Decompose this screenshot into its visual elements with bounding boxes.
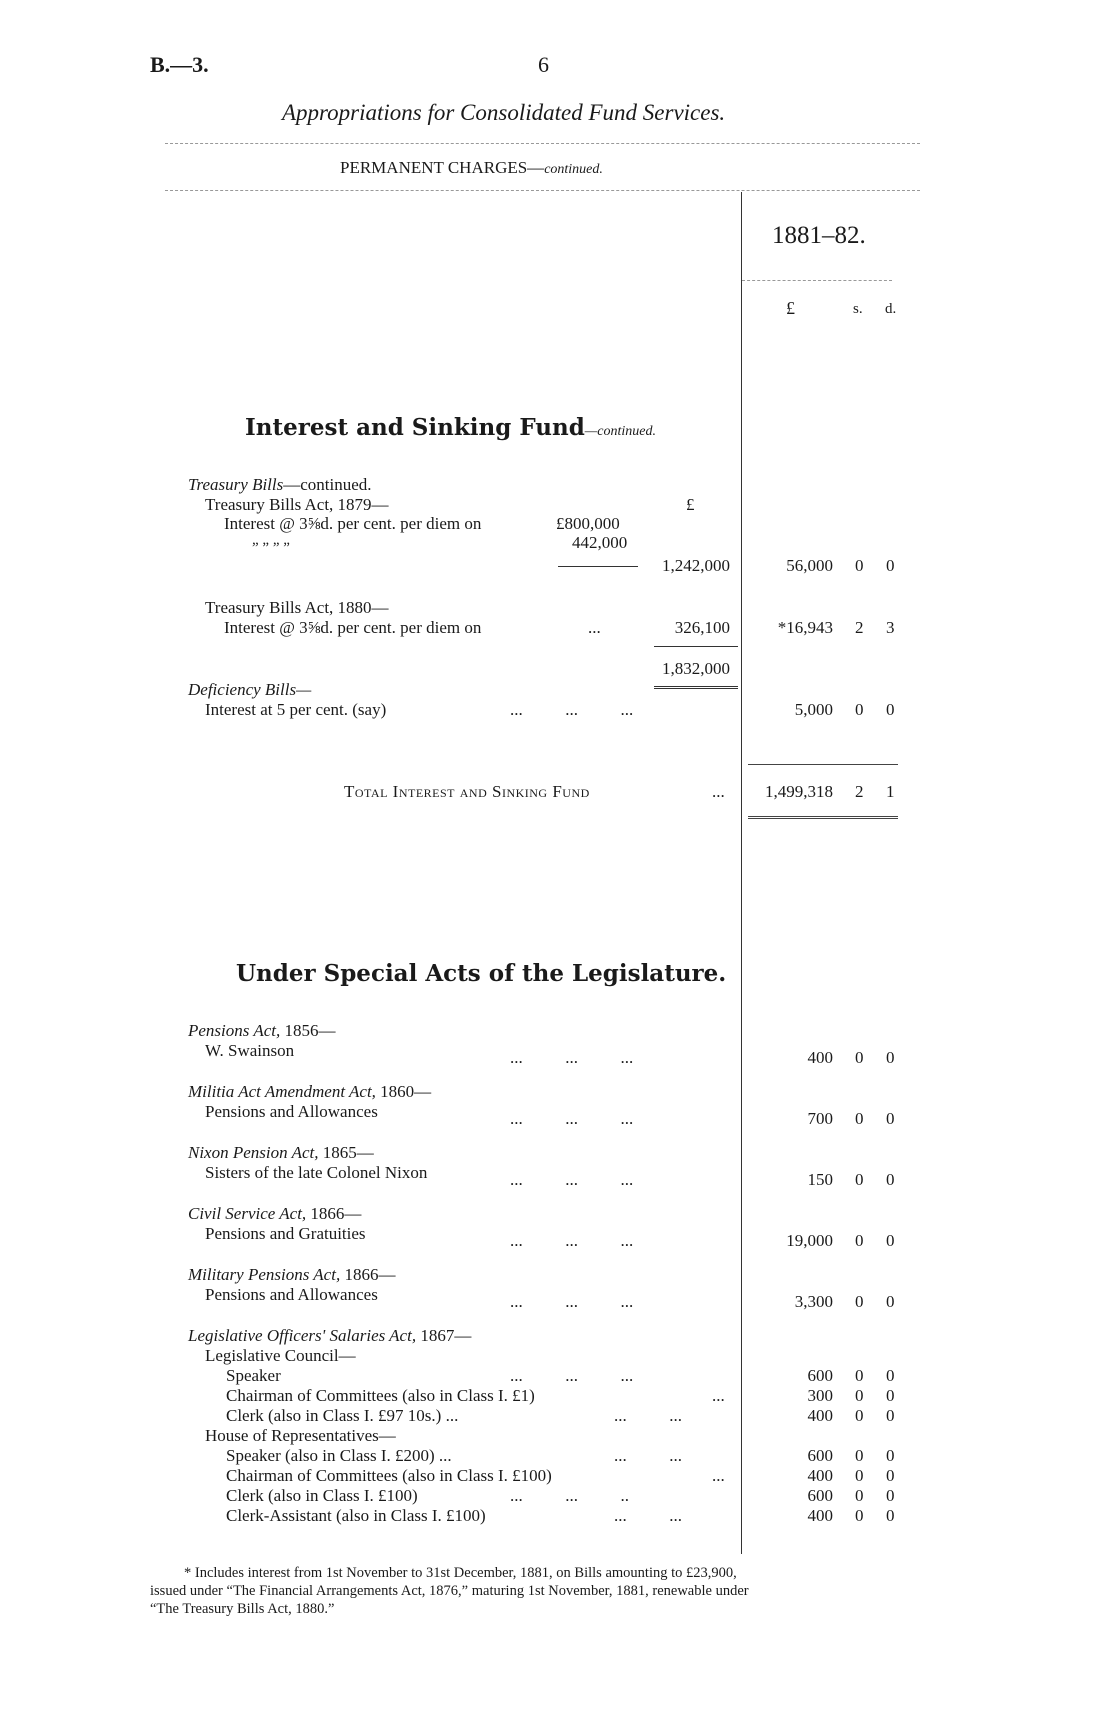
pound-sign-subcolumn: £ <box>686 495 695 514</box>
amount-pence: 0 <box>886 1446 895 1465</box>
interest-1880-amount: 326,100 <box>674 618 730 637</box>
leader-dots: ... ... ... <box>510 1366 634 1385</box>
total-interest-label: Total Interest and Sinking Fund <box>344 782 590 801</box>
tb-act-1880: Treasury Bills Act, 1880— <box>205 598 389 617</box>
interest-1879-total: 1,242,000 <box>662 556 730 575</box>
amount-shillings: 0 <box>855 1231 864 1250</box>
deficiency-bills-italic: Deficiency Bills <box>188 680 297 699</box>
leader-dots: ... ... ... <box>510 1109 634 1128</box>
amount-pounds: 3,300 <box>794 1292 833 1311</box>
act-name: Pensions Act, <box>188 1021 281 1040</box>
act-year: 1865— <box>318 1143 374 1162</box>
amount-shillings: 0 <box>855 1506 864 1525</box>
total-interest-pounds: 1,499,318 <box>765 782 833 801</box>
interest-1880-label: Interest @ 3⅝d. per cent. per diem on <box>224 618 482 637</box>
footnote-line-3: “The Treasury Bills Act, 1880.” <box>150 1601 335 1617</box>
interest-sum-total: 1,832,000 <box>662 659 730 678</box>
deficiency-shillings: 0 <box>855 700 864 719</box>
act-name: Legislative Officers' Salaries Act, <box>188 1326 417 1345</box>
amount-pounds: 400 <box>807 1506 833 1525</box>
total-interest-dots: ... <box>712 782 725 801</box>
house-of-representatives-heading: House of Representatives— <box>205 1426 396 1445</box>
interest-1879-pence: 0 <box>886 556 895 575</box>
amount-shillings: 0 <box>855 1170 864 1189</box>
deficiency-pounds: 5,000 <box>794 700 833 719</box>
act-title <box>188 1326 471 1346</box>
leader-dots: ... ... <box>614 1406 682 1425</box>
act-description: W. Swainson <box>205 1041 295 1060</box>
footnote-line-2: issued under “The Financial Arrangements Act, 1876,” maturing 1st November, 1881, renewable under <box>150 1583 749 1599</box>
act-year: 1866— <box>340 1265 396 1284</box>
leader-dots: ... <box>712 1386 725 1405</box>
amount-pounds: 400 <box>807 1048 833 1067</box>
act-title <box>188 1204 361 1224</box>
total-interest-pence: 1 <box>886 782 895 801</box>
act-title <box>188 1021 335 1041</box>
amount-shillings: 0 <box>855 1466 864 1485</box>
house-row-label: Speaker (also in Class I. £200) ... <box>226 1446 452 1465</box>
year-column-header: 1881–82. <box>772 222 866 249</box>
act-name: Military Pensions Act, <box>188 1265 341 1284</box>
treasury-bills-continued: —continued. <box>283 475 372 494</box>
council-row-label: Chairman of Committees (also in Class I. £1) <box>226 1386 535 1405</box>
page-number: 6 <box>538 52 549 77</box>
amount-pounds: 600 <box>807 1366 833 1385</box>
act-description: Pensions and Allowances <box>205 1102 378 1121</box>
shilling-column-header: s. <box>853 301 863 317</box>
amount-shillings: 0 <box>855 1446 864 1465</box>
interest-1879-amount-2: 442,000 <box>572 533 628 552</box>
act-title <box>188 1082 431 1102</box>
subtitle-rule <box>165 190 920 191</box>
heading-continued: —continued. <box>584 424 656 439</box>
leader-dots: ... ... ... <box>510 1048 634 1067</box>
act-name: Militia Act Amendment Act, <box>188 1082 376 1101</box>
year-header-rule <box>742 280 892 281</box>
amount-pence: 0 <box>886 1366 895 1385</box>
amount-pence: 0 <box>886 1048 895 1067</box>
subtotal-rule-1879 <box>558 566 638 567</box>
pence-column-header: d. <box>885 301 897 317</box>
council-row-label: Clerk (also in Class I. £97 10s.) ... <box>226 1406 459 1425</box>
page-title: Appropriations for Consolidated Fund Services. <box>282 100 726 125</box>
amount-pence: 0 <box>886 1386 895 1405</box>
amount-pence: 0 <box>886 1231 895 1250</box>
amount-pounds: 600 <box>807 1446 833 1465</box>
act-description: Pensions and Allowances <box>205 1285 378 1304</box>
amount-pence: 0 <box>886 1486 895 1505</box>
document-reference: B.—3. <box>150 52 209 77</box>
total-top-rule <box>748 764 898 765</box>
section-heading-interest <box>245 414 656 441</box>
house-row-label: Clerk (also in Class I. £100) <box>226 1486 418 1505</box>
amount-shillings: 0 <box>855 1109 864 1128</box>
act-name: Nixon Pension Act, <box>188 1143 319 1162</box>
interest-1880-pounds: *16,943 <box>777 618 833 637</box>
leader-dots: ... ... <box>614 1446 682 1465</box>
act-title <box>188 1143 374 1163</box>
tb-act-1879: Treasury Bills Act, 1879— <box>205 495 389 514</box>
deficiency-bills-dash: — <box>296 680 312 699</box>
section-heading-special-acts: Under Special Acts of the Legislature. <box>236 960 727 987</box>
leader-dots: ... <box>712 1466 725 1485</box>
deficiency-bills-heading <box>188 680 311 700</box>
amount-shillings: 0 <box>855 1366 864 1385</box>
house-row-label: Clerk-Assistant (also in Class I. £100) <box>226 1506 486 1525</box>
subtitle-continued: continued. <box>544 162 603 177</box>
treasury-bills-italic: Treasury Bills <box>188 475 284 494</box>
act-description: Sisters of the late Colonel Nixon <box>205 1163 428 1182</box>
amount-pence: 0 <box>886 1292 895 1311</box>
amount-pence: 0 <box>886 1170 895 1189</box>
act-year: 1867— <box>416 1326 472 1345</box>
act-year: 1856— <box>280 1021 336 1040</box>
amount-shillings: 0 <box>855 1292 864 1311</box>
amount-pounds: 19,000 <box>786 1231 833 1250</box>
leader-dots: ... ... ... <box>510 1292 634 1311</box>
deficiency-pence: 0 <box>886 700 895 719</box>
treasury-bills-heading <box>188 475 372 495</box>
ditto-marks: ” ” ” ” <box>252 540 290 556</box>
act-name: Civil Service Act, <box>188 1204 307 1223</box>
amount-shillings: 0 <box>855 1048 864 1067</box>
act-year: 1860— <box>375 1082 432 1101</box>
act-title <box>188 1265 395 1285</box>
title-rule <box>165 143 920 144</box>
footnote-line-1: * Includes interest from 1st November to 31st December, 1881, on Bills amounting to £23,900, <box>184 1565 737 1581</box>
act-year: 1866— <box>306 1204 362 1223</box>
sum-total-double-rule <box>654 686 738 689</box>
leader-dots: ... ... ... <box>510 1170 634 1189</box>
total-double-rule <box>748 816 898 819</box>
amount-pounds: 700 <box>807 1109 833 1128</box>
interest-1879-shillings: 0 <box>855 556 864 575</box>
house-row-label: Chairman of Committees (also in Class I. £100) <box>226 1466 552 1485</box>
interest-1879-amount-1: £800,000 <box>556 514 620 533</box>
interest-1879-pounds: 56,000 <box>786 556 833 575</box>
section-subtitle <box>340 158 603 178</box>
pound-column-header: £ <box>786 298 795 318</box>
interest-1880-pence: 3 <box>886 618 895 637</box>
deficiency-dots: ... ... ... <box>510 700 634 719</box>
amount-shillings: 0 <box>855 1406 864 1425</box>
heading-text: Interest and Sinking Fund <box>245 414 585 441</box>
total-interest-shillings: 2 <box>855 782 864 801</box>
amount-pounds: 300 <box>807 1386 833 1405</box>
interest-1880-shillings: 2 <box>855 618 864 637</box>
leader-dots: ... ... .. <box>510 1486 629 1505</box>
amount-pence: 0 <box>886 1506 895 1525</box>
leader-dots: ... ... ... <box>510 1231 634 1250</box>
deficiency-label: Interest at 5 per cent. (say) <box>205 700 387 719</box>
amount-pence: 0 <box>886 1109 895 1128</box>
amount-pounds: 150 <box>807 1170 833 1189</box>
subtitle-main: PERMANENT CHARGES— <box>340 158 545 177</box>
amount-pence: 0 <box>886 1466 895 1485</box>
interest-1879-label: Interest @ 3⅝d. per cent. per diem on <box>224 514 482 533</box>
act-description: Pensions and Gratuities <box>205 1224 366 1243</box>
amount-pounds: 400 <box>807 1466 833 1485</box>
interest-1880-dots: ... <box>588 618 601 637</box>
amount-pounds: 600 <box>807 1486 833 1505</box>
subtotal-rule-1880 <box>654 646 738 647</box>
footnote <box>150 1564 928 1618</box>
amount-pence: 0 <box>886 1406 895 1425</box>
legislative-council-heading: Legislative Council— <box>205 1346 356 1365</box>
amount-shillings: 0 <box>855 1486 864 1505</box>
council-row-label: Speaker <box>226 1366 281 1385</box>
amount-pounds: 400 <box>807 1406 833 1425</box>
amount-shillings: 0 <box>855 1386 864 1405</box>
leader-dots: ... ... <box>614 1506 682 1525</box>
column-separator <box>741 192 742 1554</box>
